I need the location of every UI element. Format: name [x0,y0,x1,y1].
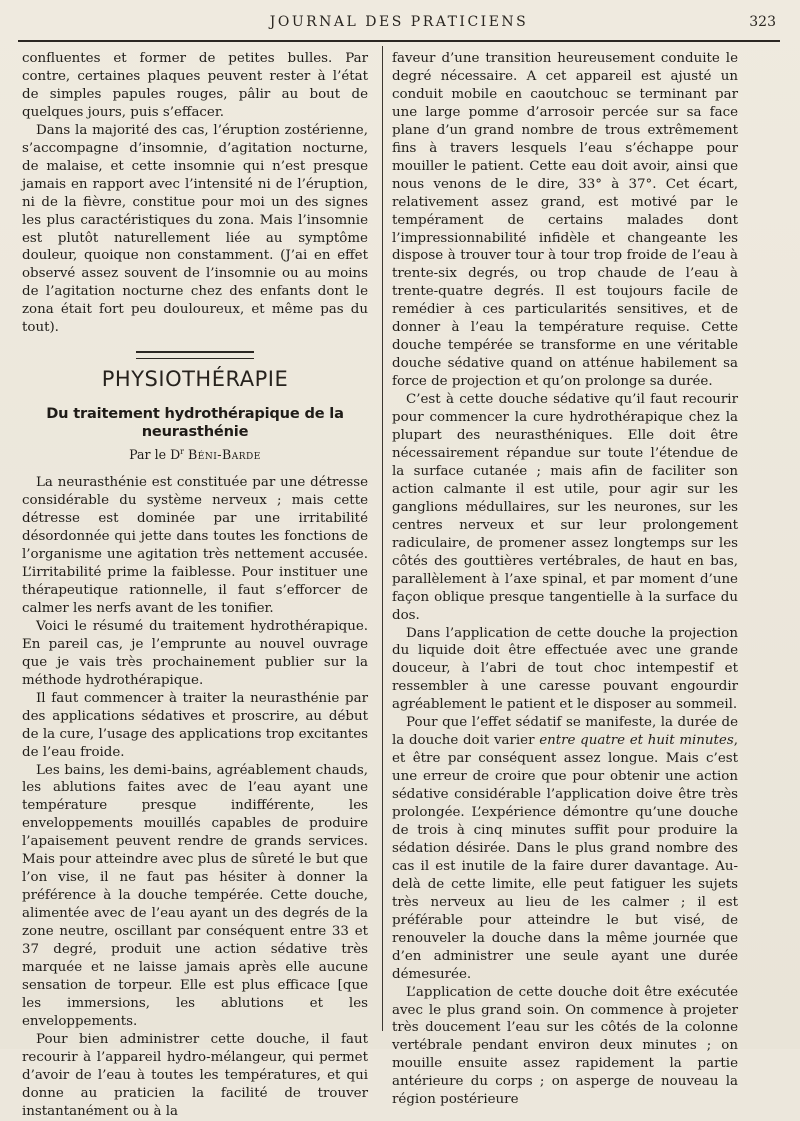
paragraph: Voici le résumé du traitement hydrothérapique. En pareil cas, je l’emprunte au nouvel ouvrage que je vais très prochainement publier sur la méthode hydrothérapique. [22,618,368,688]
byline-superscript: r [180,447,184,457]
paragraph-text: , et être par conséquent assez longue. Mais c’est une erreur de croire que pour obtenir une action sédative considérable l’application doive être très prolongée. L’expérience démontre qu’une douche de trois à cinq minutes suffit pour produire la sédation désirée. Dans le plus grand nombre des cas il est inutile de la faire durer davantage. Au-delà de cette limite, elle peut fatiguer les sujets très nerveux au lieu de les calmer ; il est préférable pour atteindre le but visé, de renouveler la douche dans la même journée que d’en administrer une seule ayant une durée démesurée. [392,733,738,982]
paragraph: Pour bien administrer cette douche, il faut recourir à l’appareil hydro-mélangeur, qui permet d’avoir de l’eau à toutes les températures, et qui donne au praticien la facilité de trouver instantanément ou à la [22,1031,368,1119]
paragraph: C’est à cette douche sédative qu’il faut recourir pour commencer la cure hydrothérapique chez la plupart des neurasthéniques. Elle doit être nécessairement répandue sur toute l’étendue de la surface cutanée ; mais afin de faciliter son action calmante il est utile, pour agir sur les ganglions médullaires, sur les neurones, sur les centres nerveux et sur leur prolongement radiculaire, de promener assez longtemps sur les côtés des gouttières vertébrales, de haut en bas, parallèlement à l’axe spinal, et par moment d’une façon oblique presque tangentielle à la surface du dos. [392,392,738,623]
paragraph: L’application de cette douche doit être exécutée avec le plus grand soin. On commence à projeter très doucement l’eau sur les côtés de la colonne vertébrale pendant environ deux minutes ; on mouille ensuite assez rapidement la partie antérieure du corps ; on asperge de nouveau la région postérieure [392,984,738,1108]
paragraph [392,714,738,983]
section-separator [136,351,254,359]
paragraph: La neurasthénie est constituée par une détresse considérable du système nerveux ; mais cette détresse est dominée par une irritabilité désordonnée qui jette dans toutes les fonctions de l’organisme une agitation très nettement accusée. L’irritabilité prime la faiblesse. Pour instituer une thérapeutique rationnelle, il faut s’efforcer de calmer les nerfs avant de les tonifier. [22,475,368,616]
paragraph: confluentes et former de petites bulles. Par contre, certaines plaques peuvent rester à l’état de simples papules rouges, pâlir au bout de quelques jours, puis s’effacer. [22,51,368,120]
paragraph: Il faut commencer à traiter la neurasthénie par des applications sédatives et proscrire, au début de la cure, l’usage des applications trop excitantes de l’eau froide. [22,690,368,760]
left-column [22,50,368,1121]
paragraph: Dans la majorité des cas, l’éruption zostérienne, s’accompagne d’insomnie, d’agitation nocturne, de malaise, et cette insomnie qui n’est presque jamais en rapport avec l’intensité ni de l’éruption, ni de la fièvre, constitue pour moi un des signes les plus caractéristiques du zona. Mais l’insomnie est plutôt naturellement liée au symptôme douleur, quoique non constamment. (J’ai en effet observé assez souvent de l’insomnie ou au moins de l’agitation nocturne chez des enfants dont le zona était fort peu douloureux, et même pas du tout). [22,122,368,336]
paragraph-text: Pour que l’effet sédatif se manifeste, la durée de la douche doit varier [392,715,738,749]
byline-prefix: Par le D [129,447,181,463]
header-rule [18,40,780,42]
running-header [18,12,780,38]
page-number: 323 [749,14,776,30]
article-title: Du traitement hydrothérapique de la neurasthénie [46,405,344,441]
paragraph: Les bains, les demi-bains, agréablement chauds, les ablutions faites avec de l’eau ayant une température presque indifférente, les enveloppements mouillés capables de produire l’apaisement peuvent rendre de grands services. Mais pour atteindre avec plus de sûreté le but que l’on vise, il ne faut pas hésiter à donner la préférence à la douche tempérée. Cette douche, alimentée avec de l’eau ayant un des degrés de la zone neutre, oscillant par conséquent entre 33 et 37 degré, produit une action sédative très marquée et ne laisse jamais après elle aucune sensation de torpeur. Elle est plus efficace [que les immersions, les ablutions et les enveloppements. [22,762,368,1029]
byline [22,443,368,464]
byline-author: Béni-Barde [188,447,261,463]
emphasis-text: entre quatre et huit minutes [539,733,734,749]
paragraph: Dans l’application de cette douche la projection du liquide doit être effectuée avec une grande douceur, à l’abri de tout choc intempestif et ressembler à une caresse pouvant engourdir agréablement le patient et le disposer au sommeil. [392,625,738,713]
column-divider [382,46,383,1031]
section-title: PHYSIOTHÉRAPIE [101,367,289,392]
paragraph: faveur d’une transition heureusement conduite le degré nécessaire. A cet appareil est ajusté un conduit mobile en caoutchouc se terminant par une large pomme d’arrosoir percée sur sa face plane d’un grand nombre de trous extrêmement fins à travers lesquels l’eau s’échappe pour mouiller le patient. Cette eau doit avoir, ainsi que nous venons de le dire, 33° à 37°. Cet écart, relativement assez grand, est motivé par le tempérament de certains malades dont l’impressionnabilité infidèle et changeante les dispose à trouver tour à tour trop froide de l’eau à trente-six degrés, ou trop chaude de l’eau à trente-quatre degrés. Il est toujours facile de remédier à ces particularités sensitives, et de donner à l’eau la température requise. Cette douche tempérée se transforme en une véritable douche sédative quand on atténue habilement sa force de projection et qu’on prolonge sa durée. [392,51,738,390]
running-title: JOURNAL DES PRATICIENS [269,14,529,30]
right-column [392,50,738,1109]
